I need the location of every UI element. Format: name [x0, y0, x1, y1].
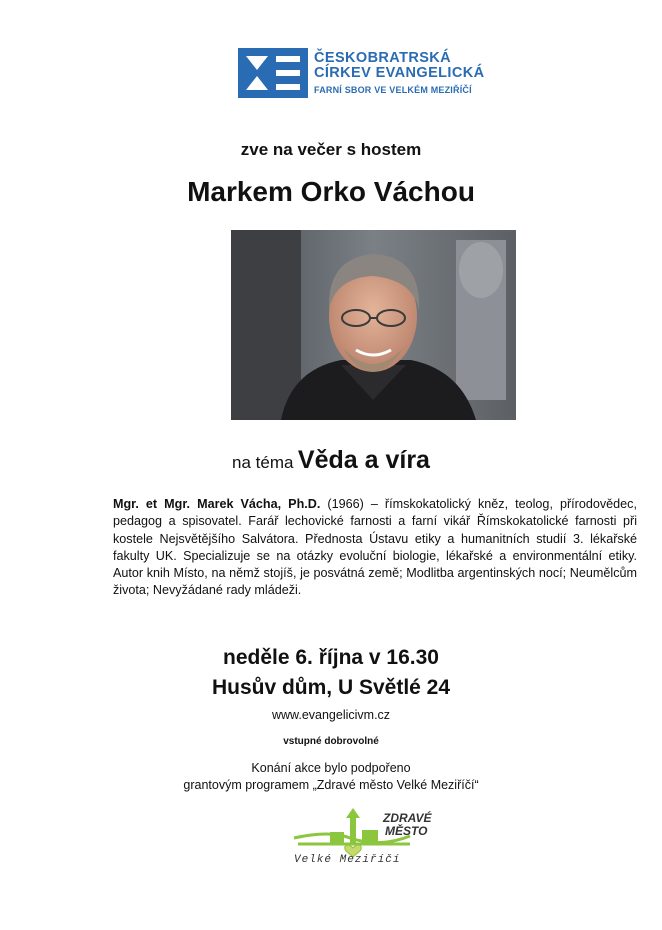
website-link[interactable]: www.evangelicivm.cz — [271, 708, 391, 722]
topic-prefix: na téma — [232, 453, 294, 472]
support-line2: grantovým programem „Zdravé město Velké Meziříčí“ — [183, 778, 479, 792]
healthy-city-logo — [290, 808, 455, 866]
church-emblem-icon — [238, 48, 308, 98]
guest-bio — [113, 496, 637, 600]
invite-text: zve na večer s hostem — [240, 140, 422, 159]
event-date-time: neděle 6. října v 16.30 — [223, 646, 439, 669]
org-name-line2: CÍRKEV EVANGELICKÁ — [314, 64, 485, 81]
healthy-city-line2: MĚSTO — [385, 824, 428, 838]
healthy-city-emblem-icon — [290, 808, 455, 866]
support-line1: Konání akce bylo podpořeno — [251, 761, 411, 775]
event-location: Husův dům, U Světlé 24 — [211, 676, 451, 699]
topic — [0, 446, 662, 475]
entry-fee-note: vstupné dobrovolné — [283, 736, 379, 747]
bio-name: Mgr. et Mgr. Marek Vácha, Ph.D. — [113, 497, 321, 511]
guest-photo — [231, 230, 516, 420]
healthy-city-line3: Velké Meziříčí — [294, 854, 401, 866]
topic-title: Věda a víra — [297, 446, 430, 474]
guest-name: Markem Orko Váchou — [187, 176, 475, 207]
church-logo — [238, 48, 484, 98]
healthy-city-line1: ZDRAVÉ — [383, 811, 432, 825]
bio-text: (1966) – římskokatolický kněz, teolog, přírodovědec, pedagog a spisovatel. Farář lechovické farnosti a farní vikář Římskokatolické farnosti při kostele Nejsvětějšího Salvátora. Přednosta Ústavu etiky a humanitních studií 3. lékařské fakulty UK. Specializuje se na otázky evoluční biologie, lékařské a environmentální etiky. Autor knih Místo, na němž stojíš, je posvátná země; Modlitba argentinských nocí; Neumělcům života; Nevyžádané rady mládeži. — [113, 497, 637, 598]
org-name-line1: ČESKOBRATRSKÁ — [314, 49, 452, 66]
org-name-line3: FARNÍ SBOR VE VELKÉM MEZIŘÍČÍ — [314, 85, 472, 95]
portrait-image — [231, 230, 516, 420]
